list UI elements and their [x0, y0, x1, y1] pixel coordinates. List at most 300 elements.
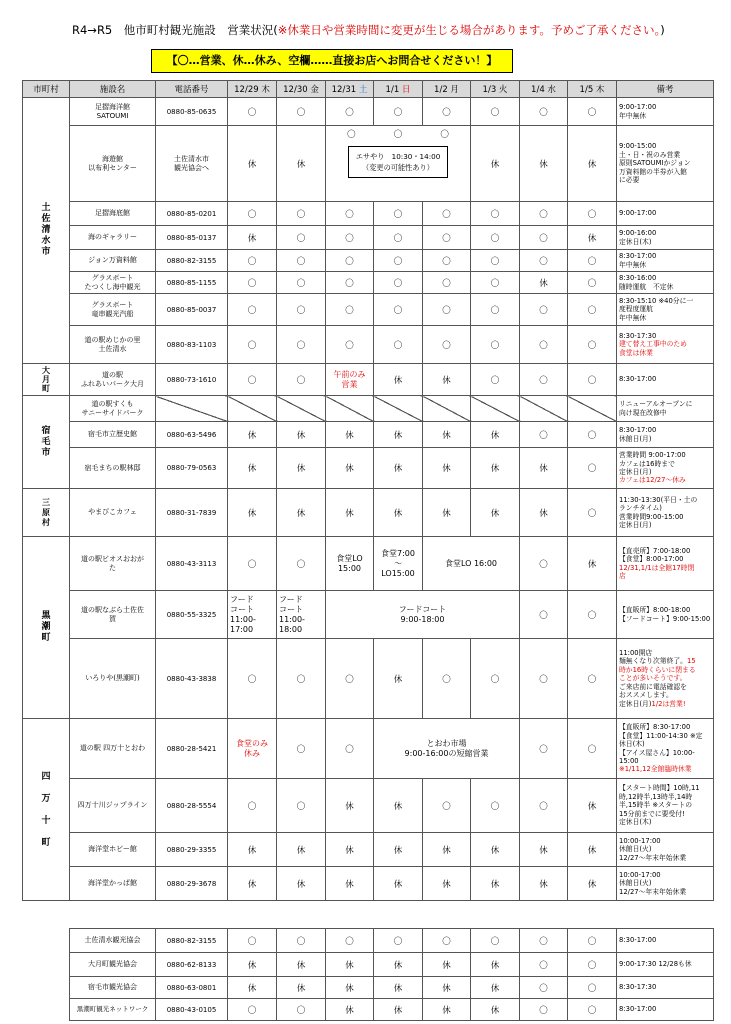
table-row — [23, 226, 714, 250]
table-cell: 〇 — [228, 326, 277, 364]
table-cell: 〇 — [568, 250, 617, 272]
table-cell: 休 — [568, 867, 617, 901]
table-row — [70, 929, 714, 953]
table-cell: フード コート 11:00- 18:00 — [277, 591, 326, 639]
table-cell: 休 — [228, 422, 277, 448]
table-cell: 休 — [423, 364, 471, 396]
table-row — [23, 272, 714, 294]
table-cell: 〇 — [520, 953, 568, 977]
table-cell: 11:30-13:30(平日・土の ランチタイム) 営業時間9:00-15:00 定休日(月) — [617, 489, 714, 537]
table-cell: 〇 — [326, 226, 374, 250]
table-cell: 〇 — [326, 639, 374, 719]
table-cell: 〇 — [423, 272, 471, 294]
table-cell: 〇 — [520, 202, 568, 226]
table-cell: 足摺海底館 — [70, 202, 156, 226]
table-cell: グラスボート 竜串観光汽船 — [70, 294, 156, 326]
table-cell: 〇 — [277, 999, 326, 1021]
table-cell: 9:00-16:00 定休日(木) — [617, 226, 714, 250]
table-cell: 〇 — [471, 272, 520, 294]
table-cell: 10:00-17:00 休館日(火) 12/27～年末年始休業 — [617, 867, 714, 901]
table-cell: 休 — [374, 999, 423, 1021]
table-cell: 0880-62-8133 — [156, 953, 228, 977]
table-cell: 8:30-17:00 休館日(月) — [617, 422, 714, 448]
muni-shimanto: 四 万 十 町 — [23, 719, 70, 901]
muni-mihara: 三 原 村 — [23, 489, 70, 537]
table-cell: 0880-63-5496 — [156, 422, 228, 448]
table-cell: 〇 — [326, 719, 374, 779]
table-cell: 〇 — [520, 364, 568, 396]
table-cell: 【スタート時間】10時,11 時,12時半,13時半,14時 半,15時半 ※スタートの 15分前までに要受付! 定休日(木) — [617, 779, 714, 833]
table-cell: 〇 — [423, 779, 471, 833]
table-cell — [374, 396, 423, 422]
table-cell: 〇 — [568, 929, 617, 953]
table-cell: 〇 — [471, 294, 520, 326]
table-cell: 休 — [520, 126, 568, 202]
muni-otsuki: 大 月 町 — [23, 364, 70, 396]
table-cell: 休 — [374, 867, 423, 901]
table-cell: 〇 — [520, 591, 568, 639]
table-row — [70, 999, 714, 1021]
table-cell: 食堂7:00 ～ LO15:00 — [374, 537, 423, 591]
table-cell: 〇 — [277, 779, 326, 833]
table-cell — [520, 396, 568, 422]
note: 9:00-17:00 年中無休 — [617, 98, 714, 126]
table-cell: 休 — [326, 953, 374, 977]
table-cell: 休 — [374, 977, 423, 999]
table-cell: 11:00開店 麺無くなり次第終了。15 時か16時くらいに閉まる ことが多いそうです。 ご来店前に電話確認を おススメします。 定休日(月)1/2は営業! — [617, 639, 714, 719]
table-cell: 【直販所】8:30-17:00 【食堂】11:00-14:30 ※定 休日(木) 【アイス屋さん】10:00- 15:00 ※1/11,12全館臨時休業 — [617, 719, 714, 779]
table-row — [23, 448, 714, 489]
table-cell: 〇 — [520, 250, 568, 272]
table-cell: 宿毛市立歴史館 — [70, 422, 156, 448]
table-cell: 休 — [326, 448, 374, 489]
document-title: R4→R5 他市町村観光施設 営業状況(※休業日や営業時間に変更が生じる場合があります。予めご了承ください。) — [72, 23, 665, 37]
table-cell: フードコート 9:00-18:00 — [326, 591, 520, 639]
table-cell: 〇 — [423, 202, 471, 226]
muni-kuroshio: 黒 潮 町 — [23, 537, 70, 719]
table-cell: 休 — [471, 977, 520, 999]
col-0105: 1/5 木 — [568, 81, 617, 98]
table-cell — [277, 396, 326, 422]
table-cell: 休 — [471, 867, 520, 901]
table-cell: 0880-43-3838 — [156, 639, 228, 719]
table-cell: 〇 — [374, 226, 423, 250]
col-1229: 12/29 木 — [228, 81, 277, 98]
table-cell: 休 — [520, 272, 568, 294]
table-cell: 8:30-17:00 — [617, 929, 714, 953]
table-cell: 〇 — [568, 953, 617, 977]
table-cell: 休 — [374, 779, 423, 833]
table-cell: 〇 — [326, 98, 374, 126]
table-row — [23, 591, 714, 639]
table-cell: 〇 — [277, 294, 326, 326]
table-cell: 休 — [374, 953, 423, 977]
table-cell: 休 — [568, 537, 617, 591]
table-cell: 0880-79-0563 — [156, 448, 228, 489]
table-cell: 〇 — [326, 202, 374, 226]
col-municipality: 市町村 — [23, 81, 70, 98]
col-0101: 1/1 日 — [374, 81, 423, 98]
table-cell: 〇 — [423, 294, 471, 326]
table-cell: 〇 — [520, 779, 568, 833]
table-cell: 道の駅めじかの里 土佐清水 — [70, 326, 156, 364]
table-cell: 〇 〇 〇 エサやり 10:30・14:00 （変更の可能性あり） — [326, 126, 471, 202]
table-row — [23, 639, 714, 719]
table-cell: 四万十川ジップライン — [70, 779, 156, 833]
table-cell: 〇 — [228, 537, 277, 591]
feeding-event-box: エサやり 10:30・14:00 （変更の可能性あり） — [348, 146, 449, 178]
table-cell: 営業時間 9:00-17:00 カフェは16時まで 定休日(月) カフェは12/27～休み — [617, 448, 714, 489]
table-cell: 休 — [277, 833, 326, 867]
table-cell: 0880-55-3325 — [156, 591, 228, 639]
table-cell: 道の駅 四万十とおわ — [70, 719, 156, 779]
table-cell: 〇 — [228, 929, 277, 953]
table-cell: 休 — [471, 448, 520, 489]
table-cell: 〇 — [277, 272, 326, 294]
table-row — [23, 294, 714, 326]
table-cell: グラスボート たつくし海中観光 — [70, 272, 156, 294]
table-cell: 休 — [423, 422, 471, 448]
table-row — [23, 98, 714, 126]
table-cell: 休 — [423, 489, 471, 537]
table-cell: 休 — [423, 448, 471, 489]
table-cell: 宿毛まちの駅林邸 — [70, 448, 156, 489]
col-phone: 電話番号 — [156, 81, 228, 98]
table-cell: 道の駅 ふれあいパーク大月 — [70, 364, 156, 396]
table-cell: 0880-85-0201 — [156, 202, 228, 226]
col-0102: 1/2 月 — [423, 81, 471, 98]
table-cell: 休 — [277, 448, 326, 489]
col-0104: 1/4 水 — [520, 81, 568, 98]
table-cell: 休 — [471, 489, 520, 537]
table-cell: 休 — [520, 448, 568, 489]
table-cell: 休 — [374, 422, 423, 448]
table-row — [23, 779, 714, 833]
table-cell: 〇 — [374, 326, 423, 364]
header-row — [23, 81, 714, 98]
table-cell: 休 — [568, 226, 617, 250]
table-cell: 〇 — [471, 639, 520, 719]
table-cell: 〇 — [326, 294, 374, 326]
table-cell: 休 — [277, 953, 326, 977]
table-cell: 0880-85-0137 — [156, 226, 228, 250]
table-cell: 休 — [471, 833, 520, 867]
table-cell: 休 — [374, 639, 423, 719]
table-row — [23, 489, 714, 537]
table-cell: 0880-43-3113 — [156, 537, 228, 591]
table-cell: 休 — [374, 448, 423, 489]
table-cell: 0880-43-0105 — [156, 999, 228, 1021]
table-cell: 休 — [374, 364, 423, 396]
table-cell: リニューアルオープンに 向け現在改修中 — [617, 396, 714, 422]
table-cell: 休 — [228, 448, 277, 489]
table-cell: 〇 — [228, 250, 277, 272]
table-cell: 〇 — [568, 639, 617, 719]
table-cell: 休 — [423, 953, 471, 977]
table-cell: 休 — [277, 867, 326, 901]
table-cell: 〇 — [568, 999, 617, 1021]
table-cell: 〇 — [520, 639, 568, 719]
table-row — [23, 202, 714, 226]
table-cell: 〇 — [228, 364, 277, 396]
table-cell: 休 — [228, 953, 277, 977]
table-cell: 食堂LO 15:00 — [326, 537, 374, 591]
table-cell: 〇 — [471, 364, 520, 396]
table-cell: 休 — [471, 422, 520, 448]
table-row — [23, 719, 714, 779]
table-cell — [568, 396, 617, 422]
table-cell: 〇 — [520, 977, 568, 999]
table-cell: 〇 — [277, 226, 326, 250]
table-cell — [326, 396, 374, 422]
table-cell: 〇 — [228, 639, 277, 719]
table-cell: フード コート 11:00- 17:00 — [228, 591, 277, 639]
table-cell: 0880-85-1155 — [156, 272, 228, 294]
table-cell: 8:30-17:00 — [617, 364, 714, 396]
table-cell: 休 — [277, 977, 326, 999]
table-cell: 休 — [228, 126, 277, 202]
table-cell: 〇 — [471, 779, 520, 833]
table-cell: 〇 — [471, 202, 520, 226]
table-cell: 休 — [520, 489, 568, 537]
table-cell: 9:00-15:00 土・日・祝のみ営業 原則SATOUMIかジョン 万資料館の半券が入館 に必要 — [617, 126, 714, 202]
table-cell: 休 — [228, 977, 277, 999]
table-cell: 〇 — [326, 326, 374, 364]
table-cell: 休 — [228, 833, 277, 867]
table-cell: 〇 — [520, 999, 568, 1021]
table-cell: 0880-29-3678 — [156, 867, 228, 901]
table-cell: 0880-28-5554 — [156, 779, 228, 833]
table-cell: 0880-29-3355 — [156, 833, 228, 867]
table-row — [23, 364, 714, 396]
table-cell: 〇 — [374, 250, 423, 272]
table-cell: 〇 — [520, 537, 568, 591]
table-cell: 休 — [228, 226, 277, 250]
table-cell: 〇 — [423, 226, 471, 250]
table-cell: 0880-85-0037 — [156, 294, 228, 326]
table-cell: 9:00-17:00 — [617, 202, 714, 226]
table-cell: 〇 — [568, 272, 617, 294]
table-cell: 〇 — [374, 294, 423, 326]
table-cell: 〇 — [471, 98, 520, 126]
table-cell: いろりや(黒潮町) — [70, 639, 156, 719]
table-cell — [228, 396, 277, 422]
table-cell: 〇 — [374, 929, 423, 953]
table-cell: 〇 — [568, 98, 617, 126]
table-row — [23, 833, 714, 867]
table-cell: 〇 — [277, 929, 326, 953]
col-note: 備考 — [617, 81, 714, 98]
table-cell: 〇 — [568, 591, 617, 639]
table-cell: 休 — [471, 953, 520, 977]
table-cell: 休 — [326, 999, 374, 1021]
table-row — [23, 422, 714, 448]
table-cell: 休 — [277, 126, 326, 202]
table-cell: とおわ市場 9:00-16:00の短縮営業 — [374, 719, 520, 779]
table-cell: 〇 — [228, 294, 277, 326]
table-cell: 〇 — [568, 719, 617, 779]
table-cell: 土佐清水市 観光協会へ — [156, 126, 228, 202]
table-cell: 休 — [326, 977, 374, 999]
table-cell: 休 — [423, 867, 471, 901]
col-0103: 1/3 火 — [471, 81, 520, 98]
special-status: 午前のみ 営業 — [326, 364, 374, 396]
table-cell — [156, 396, 228, 422]
table-cell: 〇 — [277, 639, 326, 719]
table-cell: 〇 — [568, 202, 617, 226]
table-cell: 休 — [228, 489, 277, 537]
table-cell: 黒潮町観光ネットワーク — [70, 999, 156, 1021]
table-cell: 休 — [568, 126, 617, 202]
table-cell: 〇 — [520, 98, 568, 126]
table-cell: 〇 — [568, 294, 617, 326]
table-cell: 0880-83-1103 — [156, 326, 228, 364]
table-row — [23, 396, 714, 422]
table-cell: 海のギャラリー — [70, 226, 156, 250]
tourism-association-table — [69, 928, 714, 1021]
table-cell: 休 — [374, 489, 423, 537]
table-cell: 〇 — [568, 448, 617, 489]
table-cell: 〇 — [277, 364, 326, 396]
table-cell: 大月町観光協会 — [70, 953, 156, 977]
table-cell: 〇 — [228, 202, 277, 226]
table-cell: 道の駅すくも サニーサイドパーク — [70, 396, 156, 422]
table-cell: やまびこカフェ — [70, 489, 156, 537]
table-cell: 土佐清水観光協会 — [70, 929, 156, 953]
table-cell: 8:30-17:30 — [617, 977, 714, 999]
table-cell: 0880-28-5421 — [156, 719, 228, 779]
table-cell: 道の駅なぶら土佐佐 賀 — [70, 591, 156, 639]
muni-sukumo: 宿 毛 市 — [23, 396, 70, 489]
table-cell: 9:00-17:30 12/28も休 — [617, 953, 714, 977]
table-cell: 〇 — [374, 98, 423, 126]
table-cell: 休 — [423, 977, 471, 999]
table-cell: 道の駅ビオスおおが た — [70, 537, 156, 591]
table-cell: ジョン万資料館 — [70, 250, 156, 272]
table-cell: 宿毛市観光協会 — [70, 977, 156, 999]
table-row — [70, 977, 714, 999]
table-cell: 休 — [423, 833, 471, 867]
table-cell: 〇 — [423, 250, 471, 272]
col-facility: 施設名 — [70, 81, 156, 98]
table-cell: 休 — [568, 779, 617, 833]
table-cell: 〇 — [471, 326, 520, 364]
table-cell: 海洋堂かっぱ館 — [70, 867, 156, 901]
table-cell: 〇 — [326, 272, 374, 294]
table-cell: 休 — [277, 422, 326, 448]
table-cell: 0880-82-3155 — [156, 929, 228, 953]
table-cell: 〇 — [520, 326, 568, 364]
facility-table — [22, 80, 714, 901]
table-cell: 〇 — [423, 98, 471, 126]
special-status: 食堂のみ 休み — [228, 719, 277, 779]
table-cell: 8:30-17:00 年中無休 — [617, 250, 714, 272]
table-cell: 〇 — [228, 999, 277, 1021]
table-cell — [423, 396, 471, 422]
table-cell: 〇 — [520, 929, 568, 953]
table-cell: 〇 — [568, 326, 617, 364]
table-cell: 海洋堂ホビー館 — [70, 833, 156, 867]
table-cell: 0880-82-3155 — [156, 250, 228, 272]
table-cell: 10:00-17:00 休館日(火) 12/27～年末年始休業 — [617, 833, 714, 867]
table-cell: 【直売所】7:00-18:00 【食堂】8:00-17:00 12/31,1/1は全館17時閉 店 — [617, 537, 714, 591]
table-cell: 休 — [374, 833, 423, 867]
table-cell: 〇 — [520, 294, 568, 326]
col-1231: 12/31 土 — [326, 81, 374, 98]
table-cell: 8:30-16:00 随時運航 不定休 — [617, 272, 714, 294]
table-cell: 休 — [471, 126, 520, 202]
table-row — [23, 867, 714, 901]
table-cell: 〇 — [568, 977, 617, 999]
table-cell: 8:30-17:30 建て替え工事中のため 食堂は休業 — [617, 326, 714, 364]
table-cell: 〇 — [326, 929, 374, 953]
table-cell: 0880-31-7839 — [156, 489, 228, 537]
table-cell: 〇 — [520, 226, 568, 250]
table-cell: 〇 — [568, 489, 617, 537]
facility-name: 足摺海洋館 SATOUMI — [70, 98, 156, 126]
table-cell: 〇 — [471, 929, 520, 953]
table-cell: 休 — [520, 833, 568, 867]
table-cell: 休 — [568, 833, 617, 867]
table-cell: 休 — [471, 999, 520, 1021]
table-cell: 〇 — [568, 364, 617, 396]
table-cell: 休 — [520, 867, 568, 901]
table-cell: 〇 — [423, 326, 471, 364]
table-cell: 〇 — [423, 929, 471, 953]
table-cell: 休 — [326, 422, 374, 448]
col-1230: 12/30 金 — [277, 81, 326, 98]
muni-tosashimizu: 土 佐 清 水 市 — [23, 98, 70, 364]
table-cell: 〇 — [326, 250, 374, 272]
table-cell: 8:30-15:10 ※40分に一 度程度運航 年中無休 — [617, 294, 714, 326]
table-cell: 【直販所】8:00-18:00 【フードコート】9:00-15:00 — [617, 591, 714, 639]
table-cell: 〇 — [277, 537, 326, 591]
table-cell: 〇 — [277, 719, 326, 779]
table-cell: 〇 — [228, 272, 277, 294]
table-cell: 〇 — [228, 98, 277, 126]
table-cell — [471, 396, 520, 422]
table-cell: 食堂LO 16:00 — [423, 537, 520, 591]
table-cell: 休 — [326, 833, 374, 867]
table-cell: 〇 — [568, 422, 617, 448]
table-cell: 〇 — [277, 326, 326, 364]
table-cell: 〇 — [277, 250, 326, 272]
table-row — [23, 537, 714, 591]
table-row — [70, 953, 714, 977]
table-cell: 〇 — [520, 422, 568, 448]
table-cell: 〇 — [374, 272, 423, 294]
legend-banner: 【〇…営業、休…休み、空欄……直接お店へお問合せください！】 — [151, 49, 513, 73]
table-row — [23, 326, 714, 364]
table-cell: 〇 — [374, 202, 423, 226]
table-cell: 0880-73-1610 — [156, 364, 228, 396]
table-cell: 休 — [326, 489, 374, 537]
table-cell: 休 — [277, 489, 326, 537]
table-cell: 海遊館 以布利センター — [70, 126, 156, 202]
table-cell: 休 — [326, 779, 374, 833]
table-cell: 休 — [423, 999, 471, 1021]
table-cell: 〇 — [423, 639, 471, 719]
table-cell: 0880-63-0801 — [156, 977, 228, 999]
table-cell: 〇 — [277, 98, 326, 126]
table-cell: 休 — [326, 867, 374, 901]
table-row — [23, 126, 714, 202]
table-cell: 8:30-17:00 — [617, 999, 714, 1021]
table-cell: 〇 — [228, 779, 277, 833]
table-cell: 〇 — [471, 226, 520, 250]
table-cell: 〇 — [277, 202, 326, 226]
table-cell: 〇 — [471, 250, 520, 272]
